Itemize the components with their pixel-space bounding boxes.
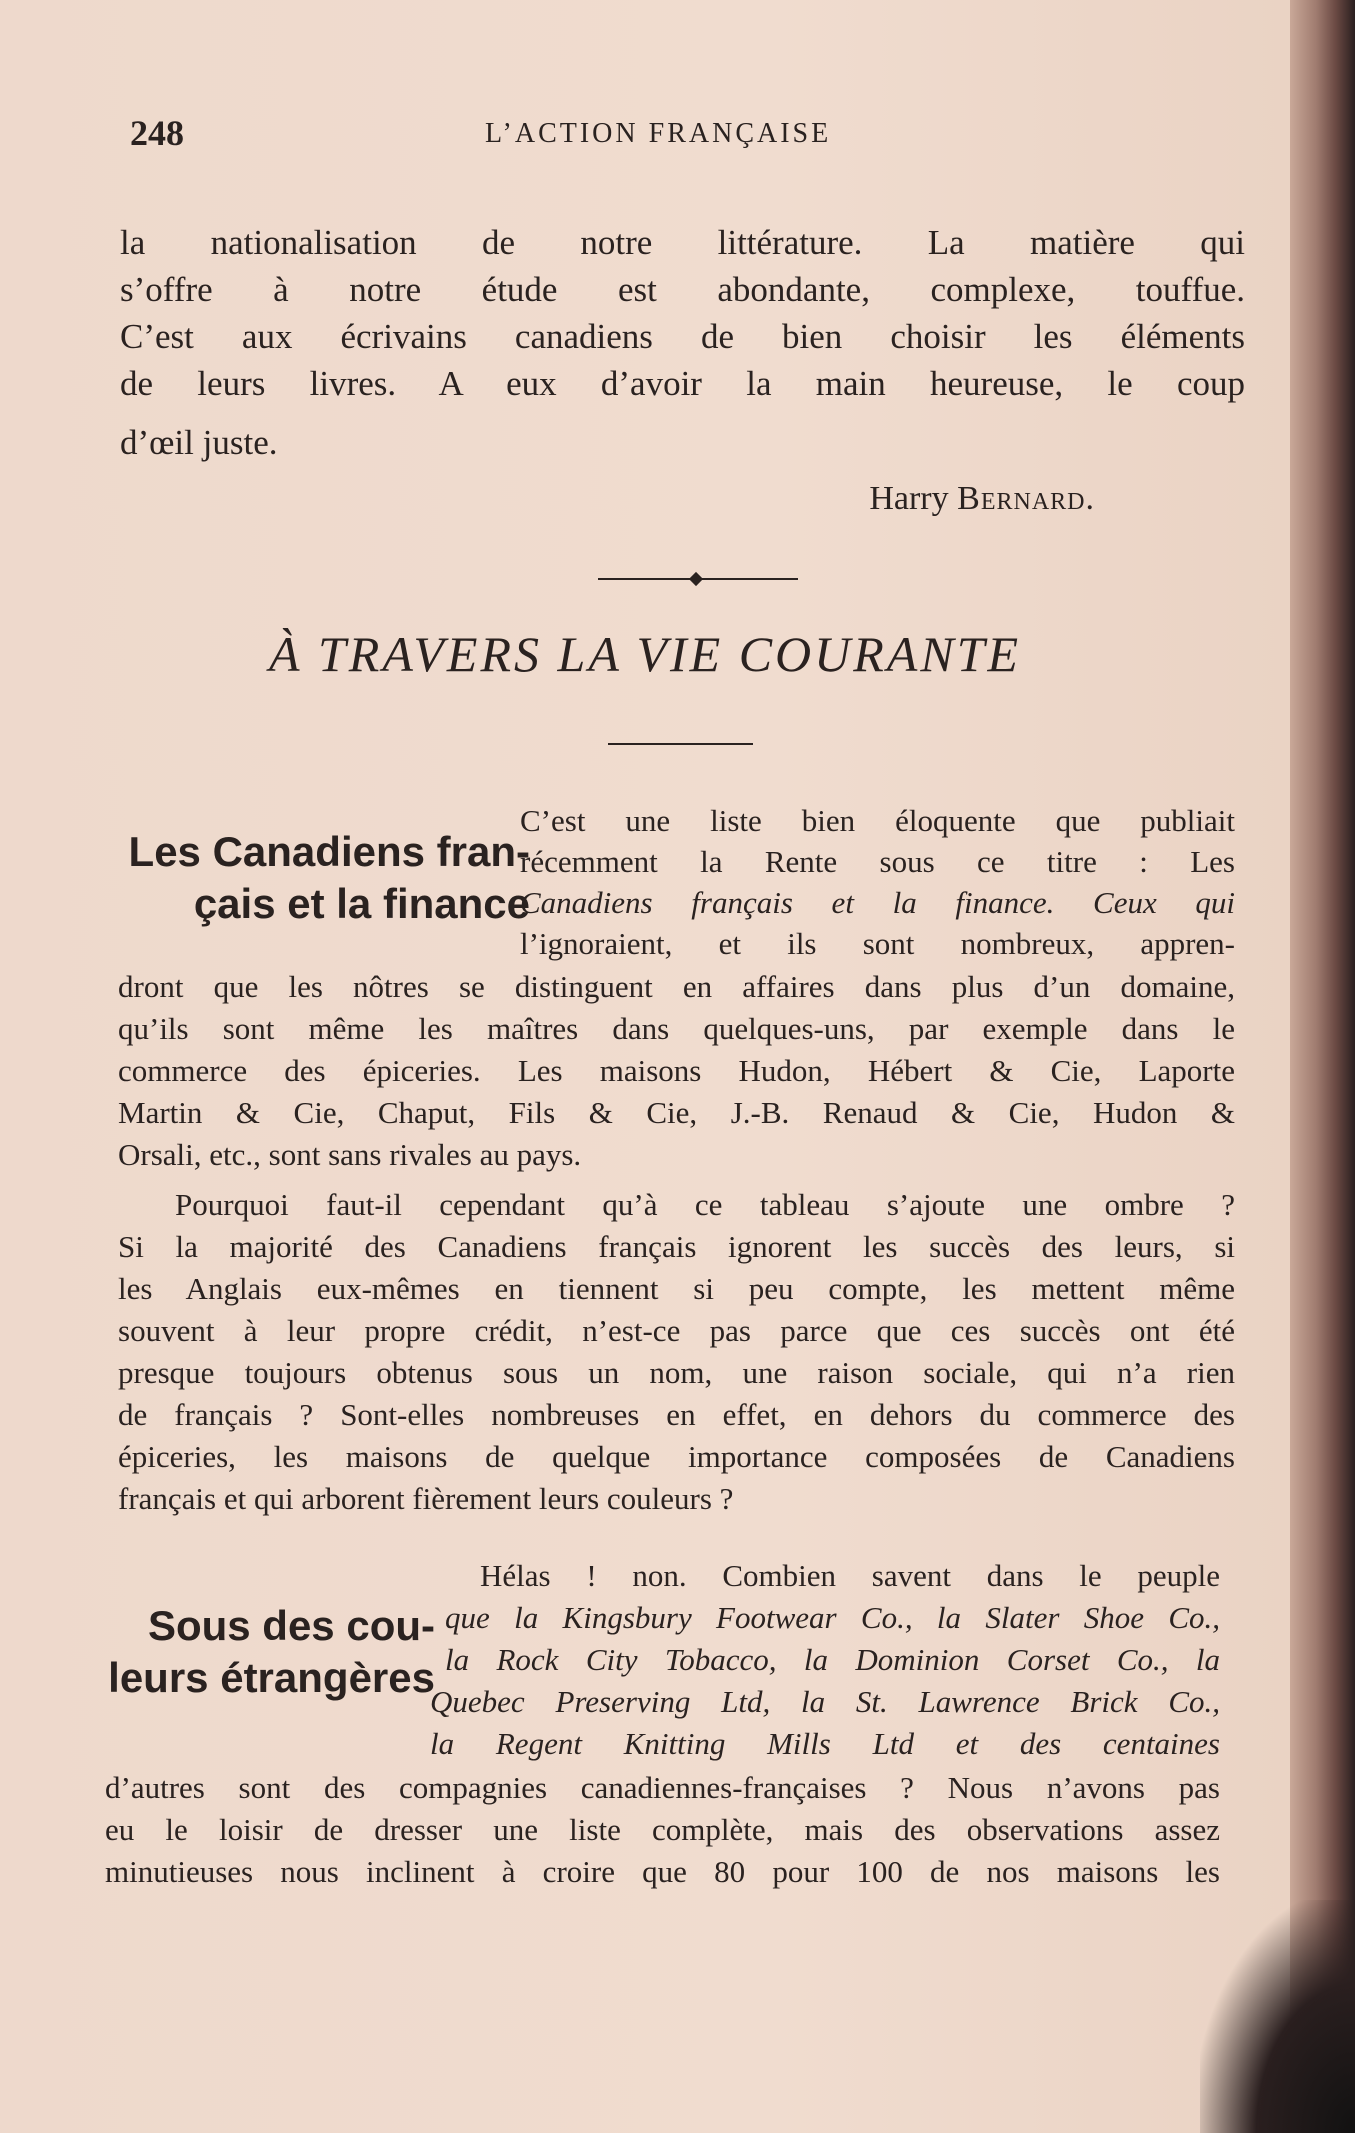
section-title: À TRAVERS LA VIE COURANTE — [268, 626, 1022, 682]
margin-heading — [115, 826, 530, 930]
body-line: souvent à leur propre crédit, n’est-ce pas parce que ces succès ont été — [118, 1313, 1235, 1348]
body-line: presque toujours obtenus sous un nom, une raison sociale, qui n’a rien — [118, 1355, 1235, 1390]
margin-heading-line: çais et la finance — [193, 880, 530, 927]
author-first-name: Harry — [869, 480, 949, 517]
intro-line: la nationalisation de notre littérature. La matière qui — [120, 223, 1245, 262]
body-line: la Regent Knitting Mills Ltd et des centaines — [430, 1726, 1220, 1761]
intro-line: d’œil juste. — [120, 423, 278, 462]
body-line: minutieuses nous inclinent à croire que 80 pour 100 de nos maisons les — [105, 1854, 1220, 1889]
body-line: l’ignoraient, et ils sont nombreux, appren- — [520, 926, 1235, 961]
body-line: Hélas ! non. Combien savent dans le peuple — [480, 1558, 1220, 1593]
body-line: qu’ils sont même les maîtres dans quelques-uns, par exemple dans le — [118, 1011, 1235, 1046]
book-page-edge — [1290, 0, 1355, 2133]
page-number: 248 — [130, 113, 184, 153]
title-underline — [608, 743, 753, 745]
body-line: que la Kingsbury Footwear Co., la Slater Shoe Co., — [445, 1600, 1220, 1635]
intro-line: de leurs livres. A eux d’avoir la main heureuse, le coup — [120, 364, 1245, 403]
body-line: d’autres sont des compagnies canadiennes-françaises ? Nous n’avons pas — [105, 1770, 1220, 1805]
body-line: récemment la Rente sous ce titre : Les — [520, 844, 1235, 879]
body-line: Orsali, etc., sont sans rivales au pays. — [118, 1137, 582, 1172]
page-header — [130, 112, 1240, 152]
body-line: de français ? Sont-elles nombreuses en effet, en dehors du commerce des — [118, 1397, 1235, 1432]
intro-line: C’est aux écrivains canadiens de bien choisir les éléments — [120, 317, 1245, 356]
author-last-name: Bernard. — [957, 480, 1095, 517]
margin-heading-line: Les Canadiens fran- — [128, 828, 530, 875]
body-line: eu le loisir de dresser une liste complète, mais des observations assez — [105, 1812, 1220, 1847]
margin-heading — [105, 1600, 435, 1704]
body-line: Martin & Cie, Chaput, Fils & Cie, J.-B. Renaud & Cie, Hudon & — [118, 1095, 1235, 1130]
body-line: commerce des épiceries. Les maisons Hudon, Hébert & Cie, Laporte — [118, 1053, 1235, 1088]
body-line: Canadiens français et la finance. Ceux qui — [520, 885, 1235, 920]
body-line: français et qui arborent fièrement leurs couleurs ? — [118, 1481, 734, 1516]
margin-heading-line: Sous des cou- — [147, 1602, 435, 1649]
running-title: L’ACTION FRANÇAISE — [485, 118, 832, 149]
margin-heading-line: leurs étrangères — [108, 1654, 435, 1701]
author-signature — [869, 480, 1095, 518]
body-line: Pourquoi faut-il cependant qu’à ce tableau s’ajoute une ombre ? — [175, 1187, 1235, 1222]
intro-line: s’offre à notre étude est abondante, complexe, touffue. — [120, 270, 1245, 309]
book-binding-shadow — [1200, 1900, 1355, 2133]
body-line: dront que les nôtres se distinguent en affaires dans plus d’un domaine, — [118, 969, 1235, 1004]
body-line: les Anglais eux-mêmes en tiennent si peu compte, les mettent même — [118, 1271, 1235, 1306]
ornament-diamond — [689, 572, 703, 586]
body-line: Quebec Preserving Ltd, la St. Lawrence Brick Co., — [430, 1684, 1220, 1719]
body-line: la Rock City Tobacco, la Dominion Corset Co., la — [445, 1642, 1220, 1677]
body-line: épiceries, les maisons de quelque importance composées de Canadiens — [118, 1439, 1235, 1474]
body-line: C’est une liste bien éloquente que publiait — [520, 803, 1235, 838]
body-line: Si la majorité des Canadiens français ignorent les succès des leurs, si — [118, 1229, 1235, 1264]
